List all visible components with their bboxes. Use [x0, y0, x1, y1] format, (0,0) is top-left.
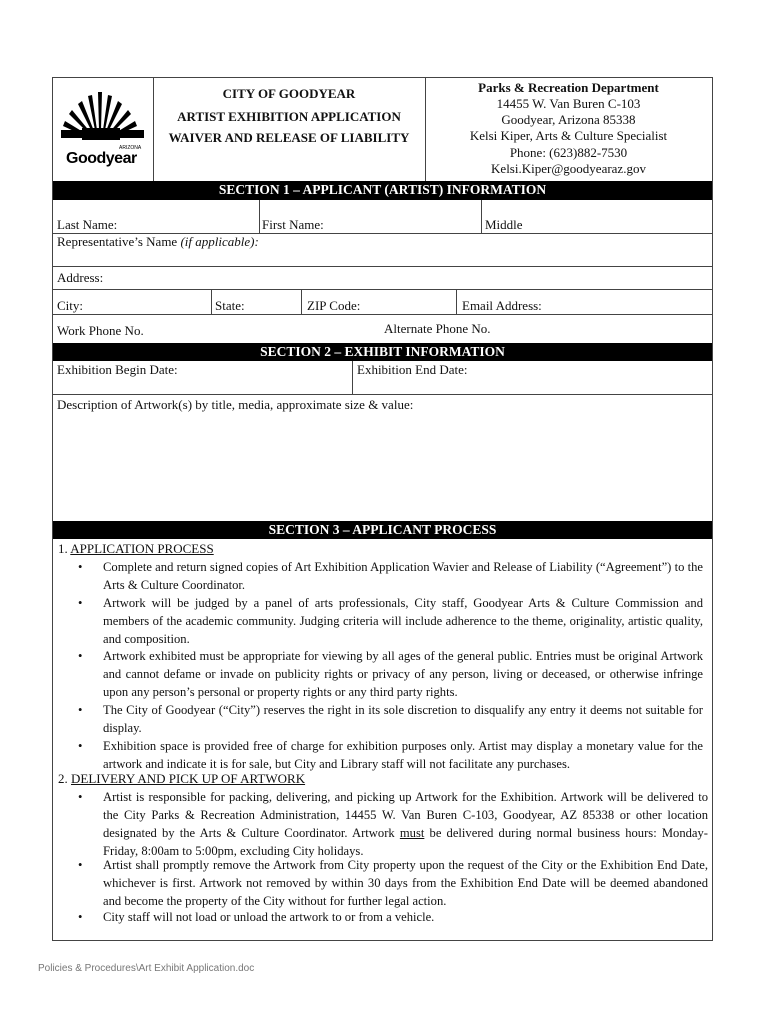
bullet-icon: •	[78, 560, 83, 574]
row-divider	[52, 266, 713, 267]
item1-bullet-1: Complete and return signed copies of Art Exhibition Application Wavier and Release of Liability (“Agreement”) to the Arts & Culture Coordinator.	[103, 560, 703, 592]
row-divider	[52, 289, 713, 290]
item1-number: 1.	[58, 541, 68, 556]
item2-bullet-1-part2: be delivered during normal business hours: Monday-Friday, 8:00am to 5:00pm, excluding City holidays.	[103, 826, 709, 858]
section1-header: SECTION 1 – APPLICANT (ARTIST) INFORMATION	[53, 181, 712, 200]
bullet-icon: •	[78, 649, 83, 663]
dept-phone: Phone: (623)882-7530	[509, 145, 628, 160]
item2-number: 2.	[58, 771, 68, 786]
cell-divider	[211, 289, 212, 314]
item2-bullet-3: City staff will not load or unload the artwork to or from a vehicle.	[103, 910, 435, 924]
document-path-footer: Policies & Procedures\Art Exhibit Application.doc	[38, 963, 255, 974]
state-field[interactable]: State:	[215, 298, 245, 313]
goodyear-logo-icon	[58, 88, 148, 172]
logo-small-text: ARIZONA	[119, 145, 142, 151]
work-phone-field[interactable]: Work Phone No.	[57, 323, 144, 338]
item1-bullet-5: Exhibition space is provided free of charge for exhibition purposes only. Artist may display a monetary value for the artwork and indicate it is for sale, but City and Library staff will not facilitate any purchases.	[103, 739, 703, 771]
cell-divider	[259, 200, 260, 234]
representative-name-field[interactable]	[57, 234, 259, 250]
section2-header: SECTION 2 – EXHIBIT INFORMATION	[53, 343, 712, 361]
city-field[interactable]: City:	[57, 298, 84, 313]
row-divider	[52, 314, 713, 315]
dept-address-2: Goodyear, Arizona 85338	[501, 112, 636, 127]
item1-bullet-3: Artwork exhibited must be appropriate for viewing by all ages of the general public. Entries must be original Artwork and cannot defame or invade on publicity rights or privacy of any person, living or deceased, or otherwise infringe upon any person’s personal or property rights or any third party rights.	[103, 649, 703, 699]
rep-name-label: Representative’s Name	[57, 234, 178, 249]
title-line-1: CITY OF GOODYEAR	[222, 86, 356, 101]
item2-title: DELIVERY AND PICK UP OF ARTWORK	[71, 771, 306, 786]
alternate-phone-field[interactable]: Alternate Phone No.	[384, 321, 491, 336]
dept-name: Parks & Recreation Department	[478, 80, 659, 95]
item1-heading	[58, 541, 214, 557]
dept-contact: Kelsi Kiper, Arts & Culture Specialist	[469, 128, 668, 143]
bullet-icon: •	[78, 858, 83, 872]
logo-text: Goodyear	[66, 150, 137, 167]
item2-bullet-2: Artist shall promptly remove the Artwork from City property upon the request of the City or the Exhibition End Date, whichever is first. Artwork not removed by within 30 days from the Exhibition End Date will be deemed abandoned and become the property of the City without for further legal action.	[103, 858, 708, 908]
row-divider	[52, 394, 713, 395]
email-address-field[interactable]: Email Address:	[462, 298, 542, 313]
item2-bullet-1-part1: Artist is responsible for packing, delivering, and picking up Artwork for the Exhibition. Artwork will be delivered to the City Parks & Recreation Administration, 14455 W. Van Buren C-103, Goodyear, AZ 85338 or other location designated by the Arts & Culture Coordinator. Artwork	[103, 790, 708, 840]
item2-bullet-1	[103, 788, 708, 860]
title-line-2: ARTIST EXHIBITION APPLICATION	[177, 109, 401, 124]
title-line-3: WAIVER AND RELEASE OF LIABILITY	[168, 130, 410, 145]
bullet-icon: •	[78, 910, 83, 924]
cell-divider	[456, 289, 457, 314]
address-field[interactable]: Address:	[57, 270, 104, 285]
rep-name-note: (if applicable):	[180, 234, 259, 249]
bullet-icon: •	[78, 596, 83, 610]
dept-email[interactable]: Kelsi.Kiper@goodyearaz.gov	[491, 161, 646, 176]
zip-code-field[interactable]: ZIP Code:	[307, 298, 361, 313]
bullet-icon: •	[78, 790, 83, 804]
artwork-description-field[interactable]: Description of Artwork(s) by title, media, approximate size & value:	[57, 397, 414, 412]
cell-divider	[352, 361, 353, 395]
item1-bullet-4: The City of Goodyear (“City”) reserves the right in its sole discretion to disqualify any entry it deems not suitable for display.	[103, 703, 703, 735]
item1-bullet-2: Artwork will be judged by a panel of arts professionals, City staff, Goodyear Arts & Culture Commission and members of the academic community. Judging criteria will include adherence to the theme, originality, artistic quality, and composition.	[103, 596, 703, 646]
cell-divider	[301, 289, 302, 314]
middle-name-field[interactable]: Middle	[485, 217, 523, 232]
section3-header: SECTION 3 – APPLICANT PROCESS	[53, 521, 712, 539]
first-name-field[interactable]: First Name:	[262, 217, 324, 232]
exhibition-end-date-field[interactable]: Exhibition End Date:	[357, 362, 468, 377]
item2-bullet-1-must: must	[399, 826, 425, 840]
bullet-icon: •	[78, 703, 83, 717]
exhibition-begin-date-field[interactable]: Exhibition Begin Date:	[57, 362, 178, 377]
city-logo	[58, 88, 148, 172]
item2-heading	[58, 771, 305, 787]
cell-divider	[481, 200, 482, 234]
item1-title: APPLICATION PROCESS	[70, 541, 214, 556]
last-name-field[interactable]: Last Name:	[57, 217, 118, 232]
dept-address-1: 14455 W. Van Buren C-103	[496, 96, 641, 111]
bullet-icon: •	[78, 739, 83, 753]
